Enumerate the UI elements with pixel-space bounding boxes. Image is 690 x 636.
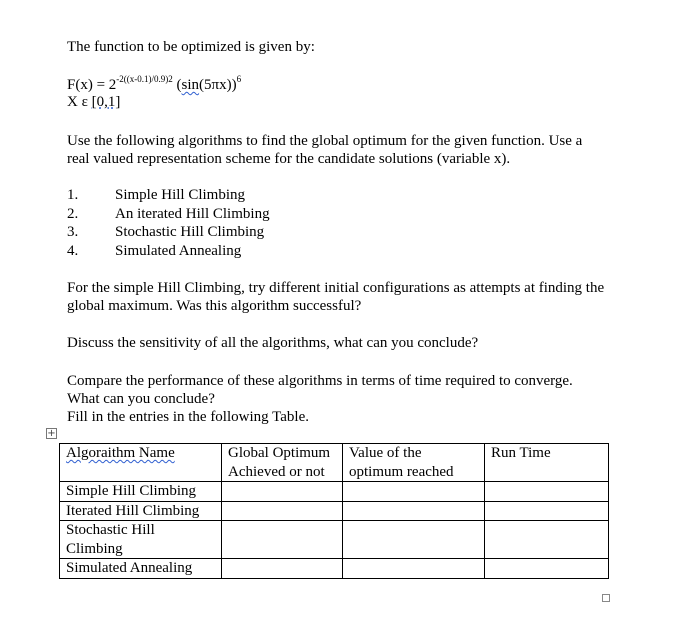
table-row (60, 521, 609, 559)
list-item (67, 242, 270, 261)
question1-line-1: For the simple Hill Climbing, try different initial configurations as attempts at finding the (67, 280, 605, 296)
row-name-cell[interactable]: Iterated Hill Climbing (60, 501, 222, 521)
header-cell-value[interactable]: Value of the optimum reached (343, 444, 485, 482)
header-cell-runtime[interactable]: Run Time (485, 444, 609, 482)
question3-line-2: What can you conclude? (67, 391, 215, 407)
list-item-label: Simple Hill Climbing (115, 187, 246, 203)
formula-sin-word: sin (181, 77, 200, 93)
question1-line-2: global maximum. Was this algorithm successful? (67, 298, 362, 314)
list-item-number: 2. (67, 205, 79, 222)
list-item (67, 223, 270, 242)
domain-line (67, 93, 120, 111)
formula-sin-open: ( (176, 77, 182, 93)
list-item (67, 205, 270, 224)
instruction-line-1: Use the following algorithms to find the global optimum for the given function. Use a (67, 133, 583, 149)
header-cell-name[interactable] (60, 444, 222, 482)
table-row (60, 559, 609, 579)
list-item (67, 186, 270, 205)
row-value-cell[interactable] (343, 482, 485, 502)
table-row (60, 501, 609, 521)
list-item-number: 4. (67, 242, 79, 259)
formula-lhs: F(x) = 2 (67, 77, 117, 93)
algorithm-list (67, 186, 270, 260)
row-value-cell[interactable] (343, 501, 485, 521)
intro-text: The function to be optimized is given by: (67, 39, 315, 55)
results-table (59, 443, 609, 579)
row-name-cell[interactable]: Simple Hill Climbing (60, 482, 222, 502)
row-global-cell[interactable] (222, 482, 343, 502)
list-item-label: Simulated Annealing (115, 242, 242, 259)
instruction-line-2: real valued representation scheme for the candidate solutions (variable x). (67, 151, 511, 167)
row-name-cell[interactable]: Simulated Annealing (60, 559, 222, 579)
row-runtime-cell[interactable] (485, 559, 609, 579)
row-global-cell[interactable] (222, 501, 343, 521)
domain-value: [0,1] (91, 94, 121, 110)
domain-prefix: X ε (67, 94, 92, 110)
row-runtime-cell[interactable] (485, 482, 609, 502)
list-item-label: An iterated Hill Climbing (115, 205, 270, 222)
table-resize-handle-icon[interactable] (602, 594, 610, 602)
formula-power: 6 (236, 74, 242, 84)
row-value-cell[interactable] (343, 521, 485, 559)
list-item-label: Stochastic Hill Climbing (115, 224, 265, 240)
list-item-number: 3. (67, 224, 79, 240)
row-runtime-cell[interactable] (485, 521, 609, 559)
row-value-cell[interactable] (343, 559, 485, 579)
row-runtime-cell[interactable] (485, 501, 609, 521)
question3-line-1: Compare the performance of these algorithms in terms of time required to converge. (67, 373, 573, 389)
header-name-text: Algoraithm Name (66, 445, 175, 461)
row-global-cell[interactable] (222, 521, 343, 559)
row-global-cell[interactable] (222, 559, 343, 579)
question3-line-3: Fill in the entries in the following Table. (67, 409, 309, 425)
question2-text: Discuss the sensitivity of all the algorithms, what can you conclude? (67, 335, 479, 351)
table-move-handle-icon[interactable]: + (47, 428, 56, 439)
formula-exponent: -2((x-0.1)/0.9)2 (116, 74, 173, 84)
table-row (60, 482, 609, 502)
table-header-row (60, 444, 609, 482)
header-cell-global[interactable]: Global Optimum Achieved or not (222, 444, 343, 482)
formula-sin-arg: (5πx)) (199, 77, 237, 93)
row-name-cell[interactable]: Stochastic Hill Climbing (60, 521, 222, 559)
list-item-number: 1. (67, 187, 79, 203)
